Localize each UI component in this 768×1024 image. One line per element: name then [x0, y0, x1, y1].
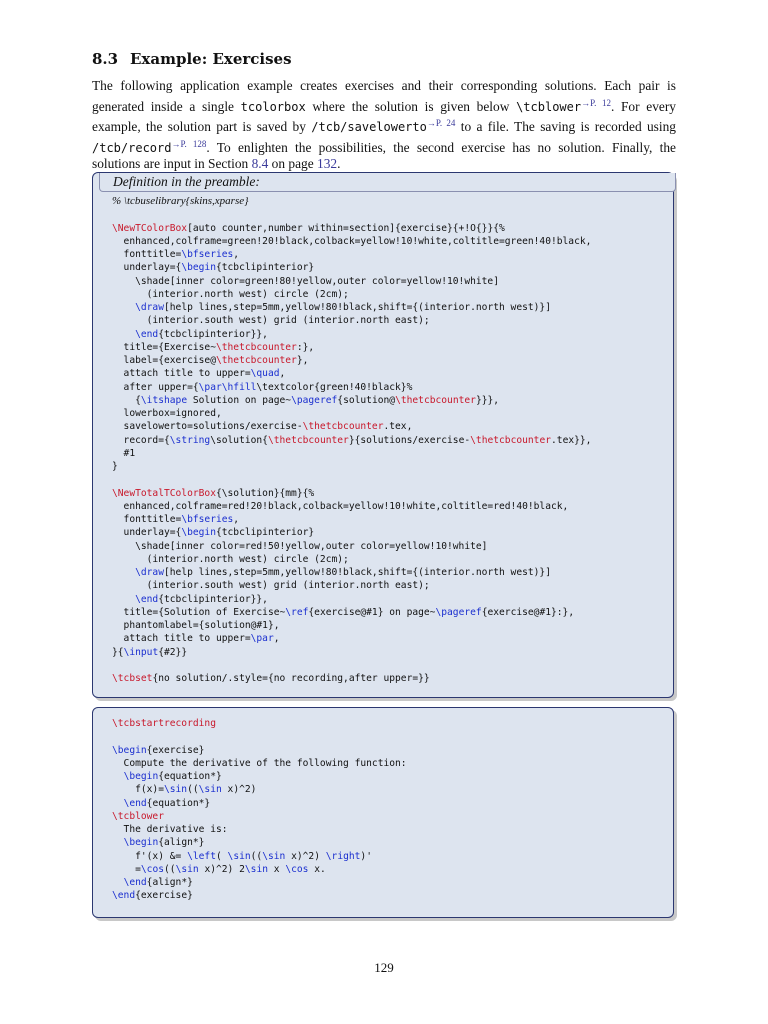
code-line: [112, 248, 591, 261]
code-token: {equation*}: [158, 771, 222, 782]
code-line: [112, 381, 591, 394]
code-line: [112, 288, 591, 301]
code-token: \solution{: [210, 434, 268, 446]
code-token: {exercise@#1} on page~: [308, 606, 436, 618]
code-token: \thetcbcounter: [470, 434, 552, 446]
intro-text: to a file. The saving is recorded using: [455, 119, 677, 134]
code-token: {\solution}{mm}{%: [215, 487, 315, 499]
code-token: {tcbclipinterior}},: [158, 328, 268, 340]
code-line: [112, 797, 407, 810]
intro-text: .: [337, 156, 341, 171]
code-token: \par: [250, 633, 274, 645]
code-line: [112, 730, 407, 743]
code-line: [112, 744, 407, 757]
code-token: [112, 771, 124, 782]
code-token: }{solutions/exercise-: [348, 434, 471, 446]
code-token: .tex,: [383, 421, 413, 433]
code-token: x)^2) 2: [198, 863, 245, 875]
code-token: \cos: [140, 863, 164, 875]
code-token: title={Solution of Exercise~: [112, 606, 286, 618]
record-page-link[interactable]: →P. 128: [171, 138, 207, 149]
code-token: \tcbset: [112, 673, 153, 684]
code-line: [112, 195, 591, 208]
code-token: \begin: [123, 771, 159, 782]
code-line: [112, 275, 591, 288]
page-number: 129: [374, 960, 394, 975]
code-token: }{: [112, 646, 124, 658]
code-line: [112, 659, 591, 672]
code-token: \end: [135, 593, 159, 605]
savelowerto-page-link[interactable]: →P. 24: [426, 118, 456, 128]
code-token: \pageref: [435, 606, 482, 618]
code-token: \sin: [198, 784, 222, 796]
code-token: \tcbstartrecording: [112, 718, 216, 729]
code-token: \itshape: [140, 394, 188, 406]
intro-paragraph: [92, 78, 676, 173]
code-token: \thetcbcounter: [215, 341, 297, 353]
code-token: \end: [135, 328, 159, 340]
exercise-code-listing: [112, 717, 407, 903]
code-token: underlay={: [112, 527, 182, 539]
code-token: \shade[inner color=green!80!yellow,outer color=yellow!10!white]: [112, 275, 499, 287]
code-token: % \tcbuselibrary{skins,xparse}: [112, 195, 249, 207]
code-line: [112, 487, 591, 500]
code-token: \end: [112, 890, 136, 902]
code-token: attach title to upper=: [112, 633, 251, 645]
intro-text: . For every example, the solution part is saved by: [92, 98, 676, 134]
section-heading: [92, 50, 292, 68]
code-token: [auto counter,number within=section]{exercise}{+!O{}}{%: [187, 222, 505, 234]
code-token: \NewTotalTColorBox: [112, 487, 216, 499]
code-token: ((: [250, 850, 263, 862]
code-token: \hfill: [221, 381, 257, 393]
code-line: [112, 593, 591, 606]
code-token: \tcblower: [112, 810, 164, 822]
code-token: [112, 877, 124, 888]
code-token: underlay={: [112, 262, 182, 274]
code-token: phantomlabel={solution@#1},: [112, 620, 280, 631]
code-line: [112, 540, 591, 553]
code-token: (: [215, 850, 228, 862]
code-token: {tcbclipinterior}},: [158, 593, 268, 605]
code-token: {exercise}: [146, 744, 205, 756]
code-line: [112, 473, 591, 486]
code-line: [112, 328, 591, 341]
code-token: Solution on page~: [187, 394, 292, 406]
code-token: {equation*}: [146, 797, 211, 809]
code-line: [112, 863, 407, 876]
code-token: [help lines,step=5mm,yellow!80!black,shift={(interior.north west)}]: [164, 567, 551, 578]
code-token: {exercise}: [135, 890, 193, 902]
code-token: ((: [187, 784, 199, 796]
code-token: \par: [198, 381, 222, 393]
code-line: [112, 717, 407, 730]
code-token: [help lines,step=5mm,yellow!80!black,shift={(interior.north west)}]: [164, 302, 551, 313]
code-line: [112, 447, 591, 460]
code-token: {#2}}: [158, 646, 188, 658]
code-token: ,: [233, 514, 240, 525]
code-line: [112, 354, 591, 367]
code-line: [112, 619, 591, 632]
code-line: [112, 823, 407, 836]
code-token: {align*}: [146, 877, 193, 888]
code-token: f(x)=: [112, 784, 164, 796]
tcblower-term: \tcblower: [516, 99, 582, 114]
code-line: [112, 500, 591, 513]
code-line: [112, 407, 591, 420]
code-token: \thetcbcounter: [302, 421, 384, 433]
code-token: fonttitle=: [112, 249, 182, 260]
code-token: }}},: [475, 394, 500, 406]
code-token: {solution@: [337, 394, 396, 406]
code-token: [112, 798, 124, 809]
code-token: [112, 567, 135, 578]
code-line: [112, 889, 407, 902]
code-token: [112, 329, 135, 340]
code-token: {tcbclipinterior}: [215, 527, 315, 539]
code-token: \right: [325, 850, 361, 862]
code-token: \end: [123, 797, 147, 809]
code-line: [112, 836, 407, 849]
code-token: ,: [233, 249, 240, 260]
code-line: [112, 460, 591, 473]
code-token: \quad: [250, 368, 280, 380]
code-token: {exercise@#1}:},: [481, 606, 575, 618]
code-line: [112, 876, 407, 889]
code-token: ,: [273, 633, 280, 645]
code-line: [112, 235, 591, 248]
code-token: x: [268, 863, 286, 875]
code-token: (interior.north west) circle (2cm);: [112, 288, 349, 300]
preamble-code-listing: [112, 195, 591, 685]
code-line: [112, 770, 407, 783]
code-token: {: [112, 394, 141, 406]
code-token: {tcbclipinterior}: [215, 262, 315, 274]
code-token: (interior.south west) grid (interior.north east);: [112, 315, 430, 327]
code-token: [112, 594, 135, 605]
code-token: \bfseries: [181, 249, 234, 260]
code-token: }: [112, 461, 118, 472]
code-line: [112, 222, 591, 235]
code-line: [112, 579, 591, 592]
code-line: [112, 367, 591, 380]
intro-text: . To enlighten the possibilities, the second exercise has no solution. Finally, the solutions are input in Section: [92, 139, 676, 171]
code-token: record={: [112, 434, 170, 446]
code-token: \begin: [181, 262, 216, 274]
code-token: enhanced,colframe=red!20!black,colback=yellow!10!white,coltitle=red!40!black,: [112, 500, 569, 512]
code-token: {align*}: [158, 837, 205, 849]
code-token: \shade[inner color=red!50!yellow,outer color=yellow!10!white]: [112, 540, 488, 552]
code-token: x)^2): [221, 784, 257, 796]
code-token: after upper={: [112, 381, 199, 393]
code-token: \sin: [262, 850, 286, 862]
code-line: [112, 757, 407, 770]
preamble-box-title: Definition in the preamble:: [99, 173, 676, 192]
code-line: [112, 526, 591, 539]
code-line: [112, 646, 591, 659]
page-link[interactable]: 132: [317, 156, 338, 171]
code-line: [112, 301, 591, 314]
code-token: ,: [279, 368, 286, 380]
code-token: \end: [123, 877, 147, 888]
section-title: Example: Exercises: [130, 50, 292, 68]
code-line: [112, 394, 591, 407]
code-line: [112, 261, 591, 274]
code-line: [112, 420, 591, 433]
code-token: \thetcbcounter: [267, 434, 349, 446]
code-token: \begin: [181, 527, 216, 539]
code-line: [112, 553, 591, 566]
code-token: {no solution/.style={no recording,after upper=}}: [152, 673, 430, 684]
code-token: \sin: [163, 784, 188, 796]
code-token: \left: [187, 850, 216, 862]
code-token: title={Exercise~: [112, 341, 216, 353]
code-token: ((: [164, 863, 176, 875]
code-token: \sin: [244, 863, 268, 875]
code-line: [112, 783, 407, 796]
exercise-code-box: [92, 707, 674, 918]
code-line: [112, 566, 591, 579]
tcolorbox-term: tcolorbox: [240, 99, 306, 114]
code-token: \string: [169, 434, 211, 446]
code-token: \begin: [123, 837, 159, 849]
code-line: [112, 314, 591, 327]
code-token: :},: [296, 341, 315, 353]
code-token: savelowerto=solutions/exercise-: [112, 421, 303, 433]
code-line: [112, 672, 591, 685]
code-token: \textcolor{green!40!black}%: [256, 381, 413, 393]
code-token: \begin: [112, 744, 147, 756]
code-token: \thetcbcounter: [215, 355, 297, 366]
code-line: [112, 341, 591, 354]
code-token: .tex}},: [551, 434, 592, 446]
code-token: #1: [112, 447, 136, 459]
code-token: x)^2): [285, 850, 326, 862]
code-token: lowerbox=ignored,: [112, 408, 222, 419]
code-line: [112, 632, 591, 645]
code-token: \thetcbcounter: [395, 394, 476, 406]
code-line: [112, 606, 591, 619]
code-line: [112, 810, 407, 823]
code-token: \ref: [285, 606, 309, 618]
code-token: \sin: [175, 863, 199, 875]
code-token: The derivative is:: [112, 824, 228, 835]
code-token: attach title to upper=: [112, 368, 251, 380]
code-token: \draw: [135, 567, 164, 578]
section-number: 8.3: [92, 50, 119, 68]
code-token: \cos: [285, 863, 309, 875]
code-token: \NewTColorBox: [112, 222, 188, 234]
code-token: =: [112, 863, 141, 875]
code-token: (interior.south west) grid (interior.north east);: [112, 580, 430, 592]
code-token: )': [360, 850, 372, 862]
code-token: [112, 302, 135, 313]
record-term: /tcb/record: [92, 140, 172, 155]
code-token: \input: [123, 646, 159, 658]
section-link[interactable]: 8.4: [251, 156, 269, 171]
intro-text: where the solution is given below: [305, 98, 517, 114]
code-token: x.: [308, 863, 326, 875]
code-token: enhanced,colframe=green!20!black,colback=yellow!10!white,coltitle=green!40!black,: [112, 235, 592, 247]
code-token: Compute the derivative of the following function:: [112, 757, 407, 769]
tcblower-page-link[interactable]: →P. 12: [581, 97, 611, 108]
code-line: [112, 850, 407, 863]
code-token: \bfseries: [181, 514, 234, 525]
code-token: f'(x) &=: [112, 850, 188, 862]
code-token: [112, 837, 124, 848]
code-line: [112, 208, 591, 221]
code-token: label={exercise@: [112, 355, 216, 366]
intro-text: on page: [268, 156, 318, 171]
code-token: fonttitle=: [112, 514, 182, 525]
savelowerto-term: /tcb/savelowerto: [311, 120, 427, 134]
code-token: \pageref: [291, 394, 338, 406]
code-token: \sin: [227, 850, 251, 862]
code-token: \draw: [135, 302, 164, 313]
code-token: },: [296, 355, 309, 366]
preamble-code-box: [92, 172, 674, 698]
code-line: [112, 513, 591, 526]
code-token: (interior.north west) circle (2cm);: [112, 553, 349, 565]
intro-text: The following application example creates exercises and their corresponding solutions. Each pair is generated inside a single: [92, 78, 676, 114]
code-line: [112, 434, 591, 447]
